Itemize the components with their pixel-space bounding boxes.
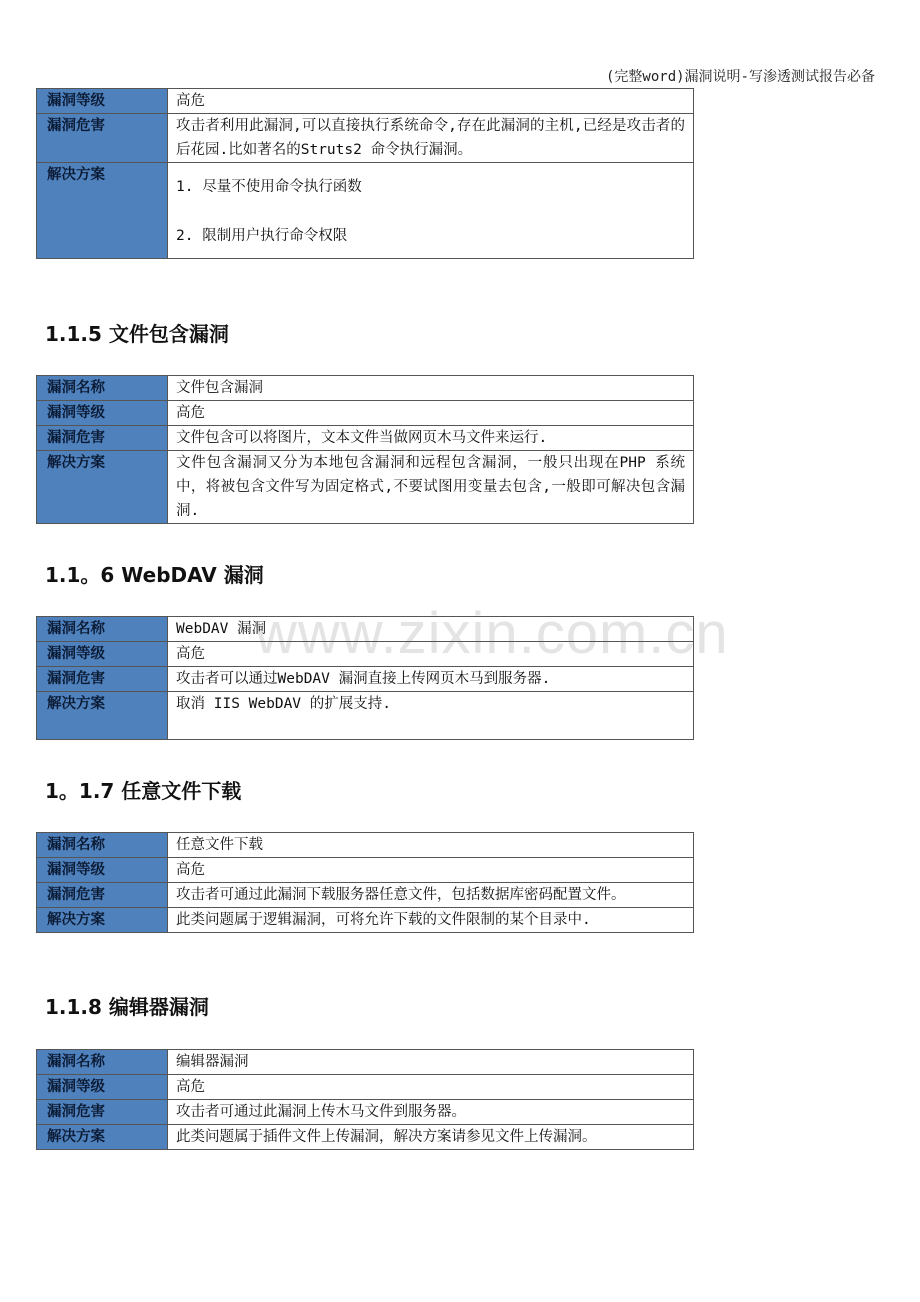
- harm-label: 漏洞危害: [37, 426, 168, 451]
- section-heading: 1.1.5 文件包含漏洞: [45, 322, 229, 346]
- vuln-table-command-exec: [36, 88, 694, 259]
- table-row: [37, 1050, 694, 1075]
- vuln-table-file-inclusion: [36, 375, 694, 524]
- vuln-table-arbitrary-download: [36, 832, 694, 933]
- table-row: [37, 426, 694, 451]
- table-row: [37, 858, 694, 883]
- name-value: 任意文件下载: [168, 833, 694, 858]
- harm-label: 漏洞危害: [37, 883, 168, 908]
- name-value: 编辑器漏洞: [168, 1050, 694, 1075]
- table-row: [37, 376, 694, 401]
- table-row: [37, 908, 694, 933]
- table-row: [37, 89, 694, 114]
- watermark: www.zixin.com.cn: [255, 601, 729, 666]
- level-value: 高危: [168, 1075, 694, 1100]
- solution-label: 解决方案: [37, 1125, 168, 1150]
- solution-value: 取消 IIS WebDAV 的扩展支持.: [168, 692, 694, 740]
- solution-value: 此类问题属于逻辑漏洞，可将允许下载的文件限制的某个目录中.: [168, 908, 694, 933]
- table-row: [37, 1125, 694, 1150]
- harm-label: 漏洞危害: [37, 667, 168, 692]
- name-label: 漏洞名称: [37, 833, 168, 858]
- harm-label: 漏洞危害: [37, 1100, 168, 1125]
- solution-value: 文件包含漏洞又分为本地包含漏洞和远程包含漏洞，一般只出现在PHP 系统中，将被包含文件写为固定格式,不要试图用变量去包含,一般即可解决包含漏洞.: [168, 451, 694, 524]
- vuln-table-webdav: [36, 616, 694, 740]
- table-row: [37, 114, 694, 163]
- level-value: 高危: [168, 642, 694, 667]
- level-label: 漏洞等级: [37, 401, 168, 426]
- name-label: 漏洞名称: [37, 1050, 168, 1075]
- solution-item: 2. 限制用户执行命令权限: [176, 228, 348, 244]
- level-label: 漏洞等级: [37, 858, 168, 883]
- name-label: 漏洞名称: [37, 376, 168, 401]
- solution-value: [168, 163, 694, 259]
- table-row: [37, 163, 694, 259]
- name-value: 文件包含漏洞: [168, 376, 694, 401]
- table-row: [37, 1100, 694, 1125]
- harm-value: 攻击者可通过此漏洞上传木马文件到服务器。: [168, 1100, 694, 1125]
- harm-value: 攻击者可通过此漏洞下载服务器任意文件，包括数据库密码配置文件。: [168, 883, 694, 908]
- table-row: [37, 883, 694, 908]
- solution-label: 解决方案: [37, 163, 168, 259]
- table-row: [37, 1075, 694, 1100]
- level-value: 高危: [168, 89, 694, 114]
- solution-label: 解决方案: [37, 451, 168, 524]
- name-value: WebDAV 漏洞: [168, 617, 694, 642]
- harm-value: 文件包含可以将图片，文本文件当做网页木马文件来运行.: [168, 426, 694, 451]
- level-label: 漏洞等级: [37, 1075, 168, 1100]
- table-row: [37, 667, 694, 692]
- section-heading: 1。1.7 任意文件下载: [45, 779, 242, 803]
- solution-item: 1. 尽量不使用命令执行函数: [176, 179, 362, 195]
- solution-value: 此类问题属于插件文件上传漏洞，解决方案请参见文件上传漏洞。: [168, 1125, 694, 1150]
- level-label: 漏洞等级: [37, 642, 168, 667]
- table-row: [37, 833, 694, 858]
- vuln-table-editor: [36, 1049, 694, 1150]
- level-label: 漏洞等级: [37, 89, 168, 114]
- section-heading: 1.1.8 编辑器漏洞: [45, 995, 209, 1019]
- table-row: [37, 642, 694, 667]
- table-row: [37, 401, 694, 426]
- page-header: (完整word)漏洞说明-写渗透测试报告必备: [605, 69, 875, 85]
- harm-value: 攻击者利用此漏洞,可以直接执行系统命令,存在此漏洞的主机,已经是攻击者的后花园.比如著名的Struts2 命令执行漏洞。: [168, 114, 694, 163]
- level-value: 高危: [168, 858, 694, 883]
- solution-label: 解决方案: [37, 692, 168, 740]
- table-row: [37, 692, 694, 740]
- harm-value: 攻击者可以通过WebDAV 漏洞直接上传网页木马到服务器.: [168, 667, 694, 692]
- harm-label: 漏洞危害: [37, 114, 168, 163]
- table-row: [37, 451, 694, 524]
- name-label: 漏洞名称: [37, 617, 168, 642]
- section-heading: 1.1。6 WebDAV 漏洞: [45, 563, 264, 587]
- table-row: [37, 617, 694, 642]
- level-value: 高危: [168, 401, 694, 426]
- solution-label: 解决方案: [37, 908, 168, 933]
